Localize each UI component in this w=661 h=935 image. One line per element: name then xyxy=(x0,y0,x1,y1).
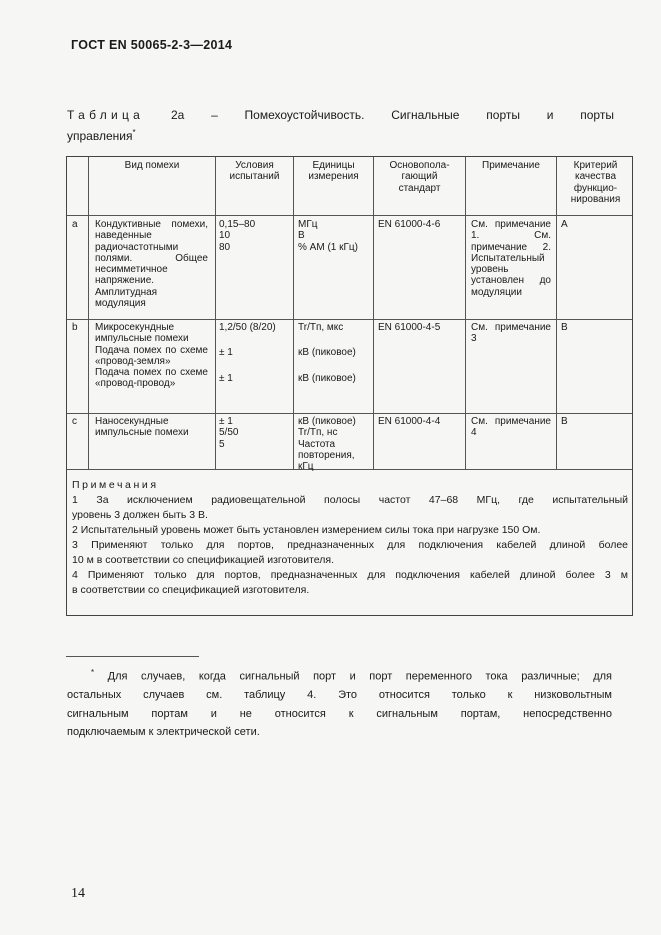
conditions-cell: 0,15–80 10 80 xyxy=(219,219,256,253)
remark-cell: См. примечание 1. См. примечание 2. Испытательный уровень установлен до модуляции xyxy=(471,219,551,298)
table-caption xyxy=(67,107,614,145)
table-notes xyxy=(72,478,628,598)
footnote-mark: * xyxy=(91,668,95,677)
notes-title: Примечания xyxy=(72,479,159,491)
caption-word: Помехоустойчивость. xyxy=(244,108,365,122)
header-performance-criterion: Критерий качества функцио- нирования xyxy=(570,160,621,205)
note-3-cont: 10 м в соответствии со спецификацией изготовителя. xyxy=(72,554,335,566)
caption-word: порты xyxy=(486,108,520,122)
units-cell: кВ (пиковое) Tr/Tп, нс Частота повторения, кГц xyxy=(298,416,356,473)
note-3: 3 Применяют только для портов, предназначенных для подключения кабелей длиной более xyxy=(72,539,628,551)
header-test-conditions: Условия испытаний xyxy=(229,160,280,183)
conditions-cell: 1,2/50 (8/20) ± 1 ± 1 xyxy=(219,322,276,384)
disturbance-type-cell: Наносекундные импульсные помехи xyxy=(95,416,189,439)
page-number: 14 xyxy=(71,886,85,901)
caption-word: порты xyxy=(580,108,614,122)
criterion-cell: В xyxy=(561,322,568,333)
row-id: c xyxy=(72,416,77,427)
standard-cell: EN 61000-4-6 xyxy=(378,219,441,230)
caption-word: и xyxy=(546,108,554,122)
row-id: a xyxy=(72,219,78,230)
immunity-table xyxy=(66,156,633,616)
footnote xyxy=(67,664,612,742)
note-4-cont: в соответствии со спецификацией изготовителя. xyxy=(72,584,310,596)
note-2: 2 Испытательный уровень может быть установлен измерением силы тока при нагрузке 150 Ом. xyxy=(72,524,541,536)
caption-line2: управления xyxy=(67,129,133,143)
footnote-line: Для случаев, когда сигнальный порт и порт переменного тока различные; для xyxy=(107,670,612,683)
caption-word: Сигнальные xyxy=(391,108,460,122)
footnote-line: остальных случаев см. таблицу 4. Это относится только к низковольтным xyxy=(67,689,612,702)
header-basic-standard: Основопола- гающий стандарт xyxy=(389,160,450,194)
disturbance-type-cell: Кондуктивные помехи, наведенные радиочастотными полями. Общее несимметичное напряжение. Амплитудная модуляция xyxy=(95,219,208,310)
footnote-line: подключаемым к электрической сети. xyxy=(67,726,260,739)
remark-cell: См. примечание 4 xyxy=(471,416,551,439)
header-remark: Примечание xyxy=(482,160,540,171)
document-header: ГОСТ EN 50065-2-3—2014 xyxy=(71,38,233,52)
row-id: b xyxy=(72,322,78,333)
header-disturbance-type: Вид помехи xyxy=(124,160,180,171)
standard-cell: EN 61000-4-4 xyxy=(378,416,441,427)
caption-label: Таблица xyxy=(67,108,145,122)
conditions-cell: ± 1 5/50 5 xyxy=(219,416,239,450)
caption-number: 2а xyxy=(170,108,185,122)
header-units: Единицы измерения xyxy=(308,160,359,183)
footnote-separator xyxy=(66,656,199,657)
disturbance-type-cell: Микросекундные импульсные помехи Подача помех по схеме «провод-земля» Подача помех по схеме «провод-провод» xyxy=(95,322,208,390)
note-1: 1 За исключением радиовещательной полосы частот 47–68 МГц, где испытательный xyxy=(72,494,628,506)
caption-footnote-mark: * xyxy=(132,128,136,137)
footnote-line: сигнальным портам и не относится к сигнальным портам, непосредственно xyxy=(67,707,612,720)
criterion-cell: А xyxy=(561,219,568,230)
units-cell: Tr/Tп, мкс кВ (пиковое) кВ (пиковое) xyxy=(298,322,356,384)
caption-dash: – xyxy=(211,108,218,122)
units-cell: МГц В % АМ (1 кГц) xyxy=(298,219,358,253)
note-1-cont: уровень 3 должен быть 3 В. xyxy=(72,509,208,521)
note-4: 4 Применяют только для портов, предназначенных для подключения кабелей длиной более 3 м xyxy=(72,569,628,581)
standard-cell: EN 61000-4-5 xyxy=(378,322,441,333)
criterion-cell: В xyxy=(561,416,568,427)
remark-cell: См. примечание 3 xyxy=(471,322,551,345)
